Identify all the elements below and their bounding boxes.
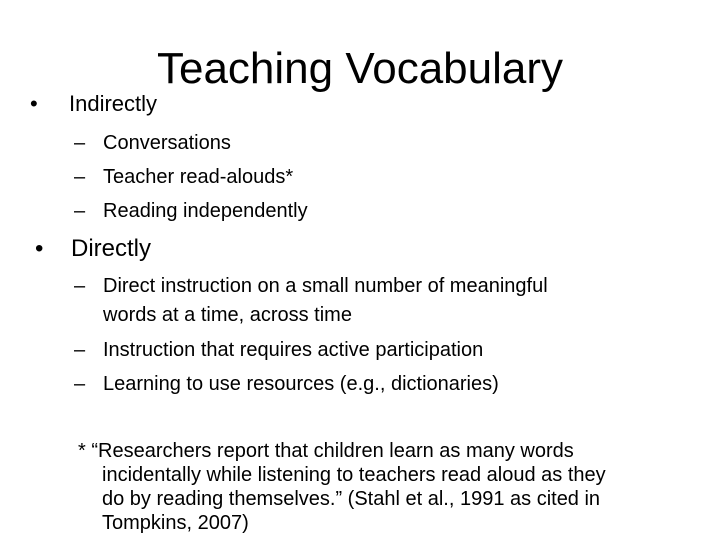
footnote-line-3: do by reading themselves.” (Stahl et al., 1991 as cited in [102, 488, 601, 510]
sub-item-text: Learning to use resources (e.g., dictionaries) [103, 373, 499, 395]
sub-item [74, 338, 694, 362]
sub-item-text-line-2: words at a time, across time [103, 304, 352, 326]
bullet-heading: Directly [71, 235, 152, 262]
sub-item-text: Teacher read-alouds* [103, 166, 294, 188]
sub-item [74, 131, 574, 155]
sub-item-text: Instruction that requires active participation [103, 339, 484, 361]
bullet-marker: • [35, 235, 44, 262]
bullet-marker: • [30, 91, 38, 116]
sub-item [74, 165, 574, 189]
dash-marker: – [74, 339, 86, 361]
sub-item [74, 199, 574, 223]
sub-item [74, 372, 694, 396]
bullet-directly [35, 235, 335, 261]
bullet-indirectly [30, 91, 330, 117]
footnote [78, 439, 678, 535]
sub-item-text: Conversations [103, 132, 231, 154]
bullet-heading: Indirectly [69, 91, 158, 116]
slide-title: Teaching Vocabulary [156, 44, 564, 93]
sub-item-text-line-1: Direct instruction on a small number of meaningful [103, 275, 548, 297]
dash-marker: – [74, 166, 86, 188]
dash-marker: – [74, 200, 86, 222]
footnote-line-1: * “Researchers report that children learn as many words [78, 440, 574, 462]
dash-marker: – [74, 132, 86, 154]
dash-marker: – [74, 275, 86, 297]
sub-item-text: Reading independently [103, 200, 308, 222]
footnote-line-4: Tompkins, 2007) [102, 512, 249, 534]
dash-marker: – [74, 373, 86, 395]
footnote-line-2: incidentally while listening to teachers read aloud as they [102, 464, 606, 486]
sub-item [74, 274, 694, 324]
